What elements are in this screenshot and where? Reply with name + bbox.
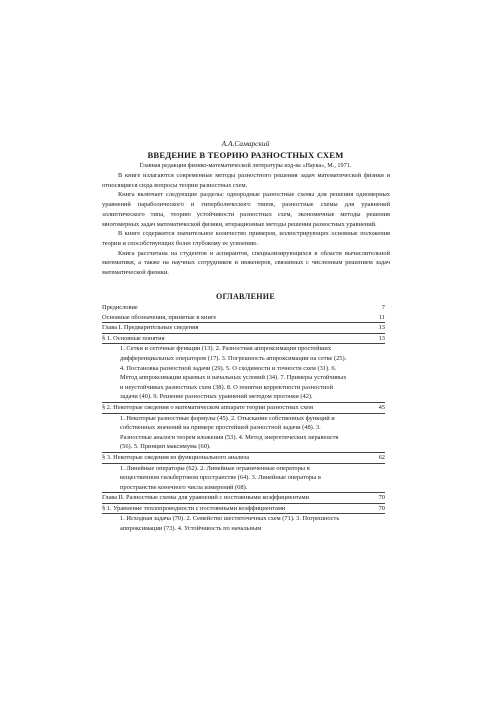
- toc-entry-title: Предисловие: [102, 304, 138, 311]
- toc-entry-subsections: [102, 464, 385, 494]
- abstract-paragraph: В книге излагаются современные методы разностного решения задач математической физики и относящиеся сюда вопросы теории разностных схем.: [102, 172, 390, 189]
- toc-entry-page: 45: [378, 403, 385, 411]
- table-of-contents: [102, 303, 385, 534]
- toc-entry-title: § 2. Некоторые сведения о математическом аппарате теории разностных схем: [102, 403, 314, 411]
- toc-heading: ОГЛАВЛЕНИЕ: [216, 292, 275, 301]
- toc-entry-title: 1. Исходная задача (70). 2. Семейство шеститочечных схем (71). 3. Погрешность аппроксимации (73). 4. Устойчивость по начальным: [120, 515, 340, 533]
- toc-entry-title: Глава II. Разностные схемы для уравнений с постоянными коэффициентами: [102, 494, 310, 502]
- toc-entry-title: 1. Сетки и сеточные функции (13). 2. Разностная аппроксимация простейших дифференциальных операторов (17). 3. Погрешность аппроксимации на сетке (25). 4. Постановка разностной задачи (29). 5. О сходимости и точности схем (31). 6. Метод аппроксимации краевых и начальных условий (34). 7. Примеры устойчивых и неустойчивых разностных схем (38). 8. О понятии корректности разностной задачи (40). 9. Решение разностных уравнений методом прогонки (42).: [120, 345, 347, 401]
- toc-entry-section: [102, 453, 385, 464]
- toc-entry-subsections: [102, 514, 385, 533]
- toc-entry-preface: [102, 303, 385, 313]
- toc-entry-page: 11: [378, 313, 385, 321]
- toc-entry-title: Основные обозначения, принятые в книге: [102, 313, 217, 321]
- toc-entry-notation: [102, 313, 385, 324]
- toc-entry-subsections: [102, 344, 385, 403]
- author-name: А.А.Самарский: [221, 139, 270, 148]
- toc-entry-title: Глава I. Предварительные сведения: [102, 324, 199, 332]
- toc-entry-page: 70: [378, 504, 385, 512]
- toc-entry-title: § 1. Уравнение теплопроводности с постоянными коэффициентами: [102, 504, 286, 512]
- toc-entry-page: 13: [378, 324, 385, 332]
- toc-entry-page: 70: [378, 494, 385, 502]
- toc-entry-chapter-2: [102, 493, 385, 504]
- toc-entry-title: § 1. Основные понятия: [102, 334, 165, 342]
- abstract-paragraph: Книга рассчитана на студентов и аспирантов, специализирующихся в области вычислительной математики, а также на научных сотрудников и инженеров, связанных с численным решением задач математической физики.: [102, 249, 390, 277]
- abstract-paragraph: Книга включает следующие разделы: однородные разностные схемы для решения одномерных уравнений параболического и гиперболического типов, разностные схемы для уравнений эллиптического типа, теорию устойчивости разностных схем, экономичные методы решения многомерных задач математической физики, итерационные методы решения разностных уравнений.: [102, 191, 390, 228]
- abstract-paragraph: В книге содержится значительное количество примеров, иллюстрирующих основные положения теории и способствующих более глубокому ее усвоению.: [102, 230, 390, 247]
- toc-entry-title: 1. Некоторые разностные формулы (45). 2. Отыскание собственных функций и собственных значений на примере простейшей разностной задачи (48). 3. Разностные аналоги теорем вложения (53). 4. Метод энергетических неравенств (56). 5. Принцип максимума (60).: [120, 414, 339, 451]
- toc-entry-subsections: [102, 414, 385, 453]
- toc-entry-page: 62: [378, 453, 385, 461]
- toc-entry-title: 1. Линейные операторы (62). 2. Линейные ограниченные операторы в вещественном гильбертовом пространстве (64). 3. Линейные операторы в пространстве конечного числа измерений (68).: [120, 464, 321, 491]
- toc-entry-page: 7: [381, 304, 385, 311]
- toc-entry-section: [102, 403, 385, 414]
- toc-entry-section: [102, 334, 385, 345]
- book-title: ВВЕДЕНИЕ В ТЕОРИЮ РАЗНОСТНЫХ СХЕМ: [147, 150, 344, 160]
- imprint-line: Главная редакция физико-математической литературы изд-ва «Наука», М., 1971.: [139, 162, 352, 169]
- toc-entry-chapter-1: [102, 323, 385, 334]
- toc-entry-section: [102, 504, 385, 515]
- toc-entry-page: 13: [378, 334, 385, 342]
- abstract: [102, 171, 390, 278]
- toc-entry-title: § 3. Некоторые сведения из функционального анализа: [102, 453, 250, 461]
